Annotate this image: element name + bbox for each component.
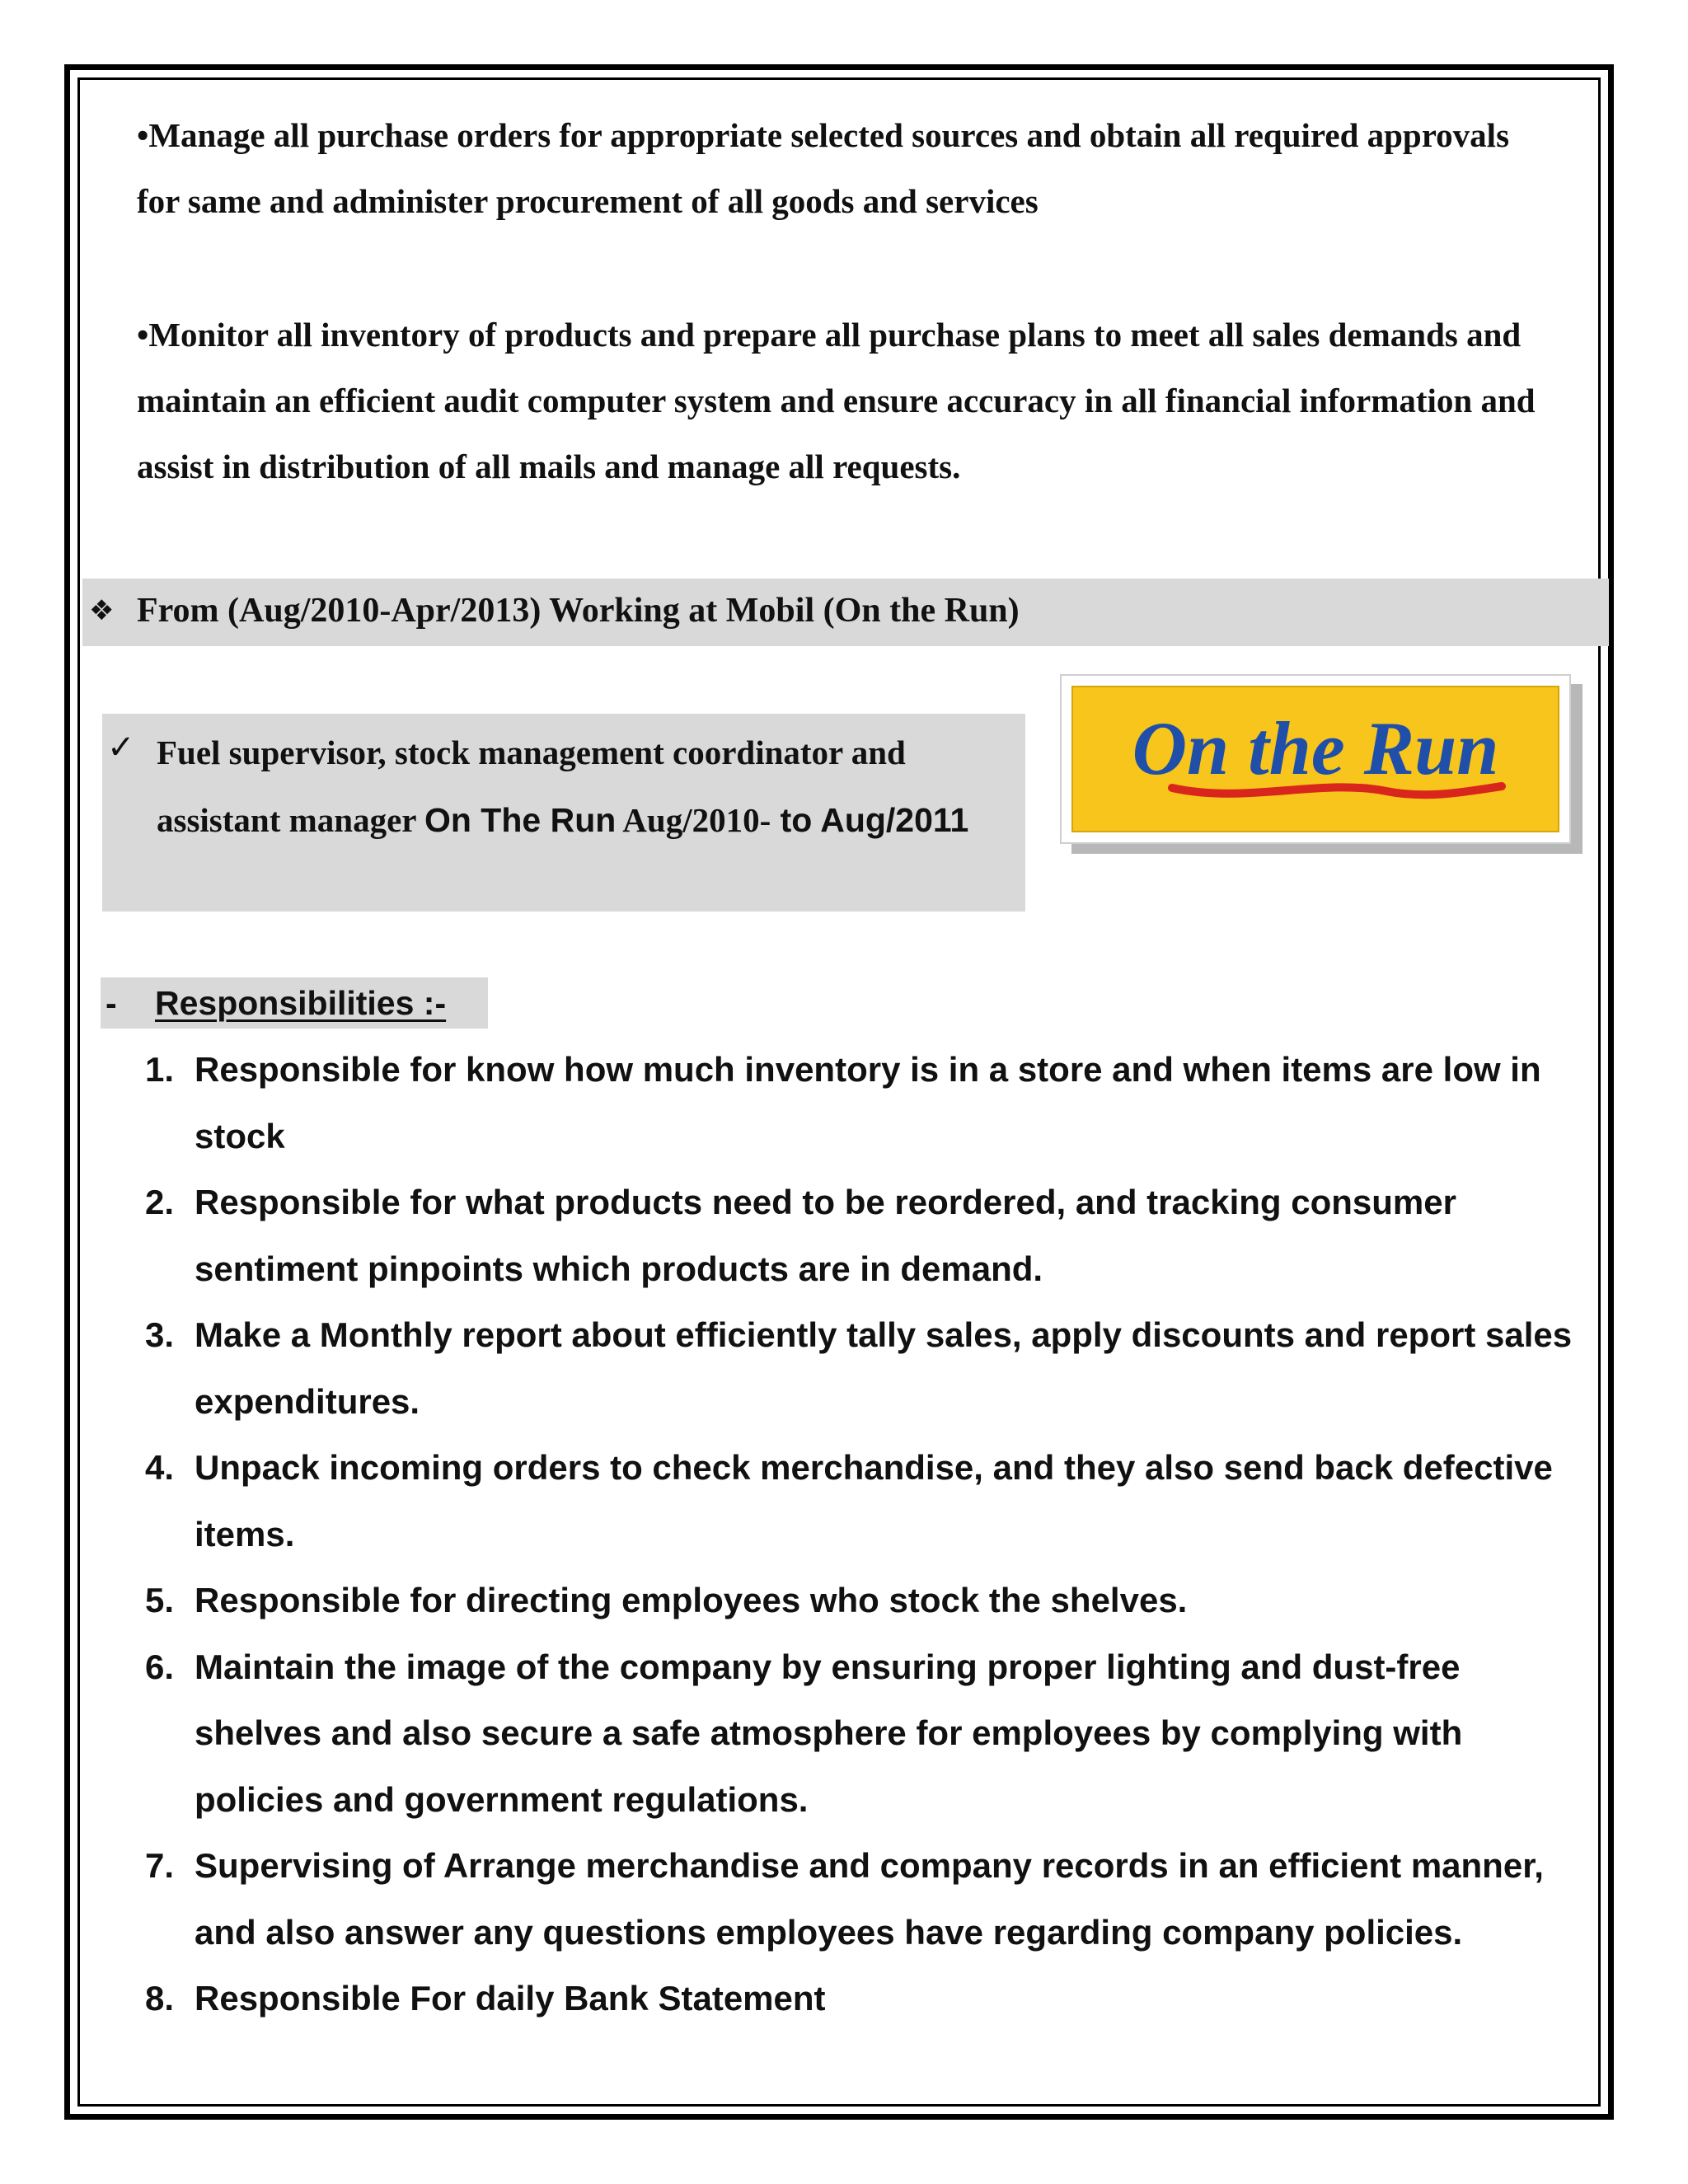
role-box [102,714,1025,912]
heading-label: Responsibilities :- [155,984,447,1022]
list-item-text: Unpack incoming orders to check merchandise, and they also send back defective items. [195,1448,1553,1554]
list-item-text: Responsible for directing employees who stock the shelves. [195,1581,1188,1619]
role-description [157,719,1022,854]
list-item [145,1302,1579,1435]
bullet-paragraph-purchase-orders [137,102,1554,234]
bullet-marker: • [137,116,149,154]
on-the-run-logo [1060,674,1571,844]
bullet-paragraph-inventory [137,302,1554,499]
list-item [145,1435,1579,1568]
heading-dash: - [106,984,117,1022]
diamond-bullet-icon: ❖ [89,594,115,627]
logo-graphic [1073,687,1558,831]
checkmark-icon: ✓ [107,729,135,766]
logo-background [1071,686,1559,832]
list-item [145,1169,1579,1302]
role-title: Fuel supervisor, stock management coordinator and assistant manager [157,733,906,839]
list-item-text: Make a Monthly report about efficiently tally sales, apply discounts and report sales expenditures. [195,1315,1573,1421]
list-item-number: 8. [145,1979,175,2018]
list-item-number: 3. [145,1315,175,1354]
list-item-number: 1. [145,1050,175,1089]
bullet-marker: • [137,316,149,354]
role-company: On The Run [424,801,617,839]
list-item [145,1568,1579,1634]
list-item-text: Responsible For daily Bank Statement [195,1979,826,2018]
list-item-number: 7. [145,1846,175,1885]
role-date-from: Aug/2010- [616,801,771,839]
job-title: From (Aug/2010-Apr/2013) Working at Mobil (On the Run) [137,592,1020,630]
list-item-number: 5. [145,1581,175,1619]
list-item-number: 2. [145,1183,175,1221]
role-date-to: to Aug/2011 [771,801,969,839]
bullet-text: Monitor all inventory of products and prepare all purchase plans to meet all sales demands and maintain an efficient audit computer system and ensure accuracy in all financial information and assist in distribution of all mails and manage all requests. [137,316,1536,485]
list-item-text: Maintain the image of the company by ensuring proper lighting and dust-free shelves and also secure a safe atmosphere for employees by complying with policies and government regulations. [195,1647,1463,1819]
list-item-number: 6. [145,1647,175,1686]
list-item [145,1833,1579,1966]
responsibilities-list [145,1037,1579,2032]
list-item [145,1634,1579,1834]
job-heading-bar [82,579,1609,646]
list-item-number: 4. [145,1448,175,1487]
bullet-text: Manage all purchase orders for appropriate selected sources and obtain all required approvals for same and administer procurement of all goods and services [137,116,1510,220]
list-item-text: Supervising of Arrange merchandise and company records in an efficient manner, and also answer any questions employees have regarding company policies. [195,1846,1544,1952]
list-item [145,1037,1579,1169]
list-item-text: Responsible for what products need to be reordered, and tracking consumer sentiment pinpoints which products are in demand. [195,1183,1456,1288]
list-item-text: Responsible for know how much inventory is in a store and when items are low in stock [195,1050,1541,1155]
logo-text: On the Run [1132,706,1499,790]
list-item [145,1966,1579,2032]
